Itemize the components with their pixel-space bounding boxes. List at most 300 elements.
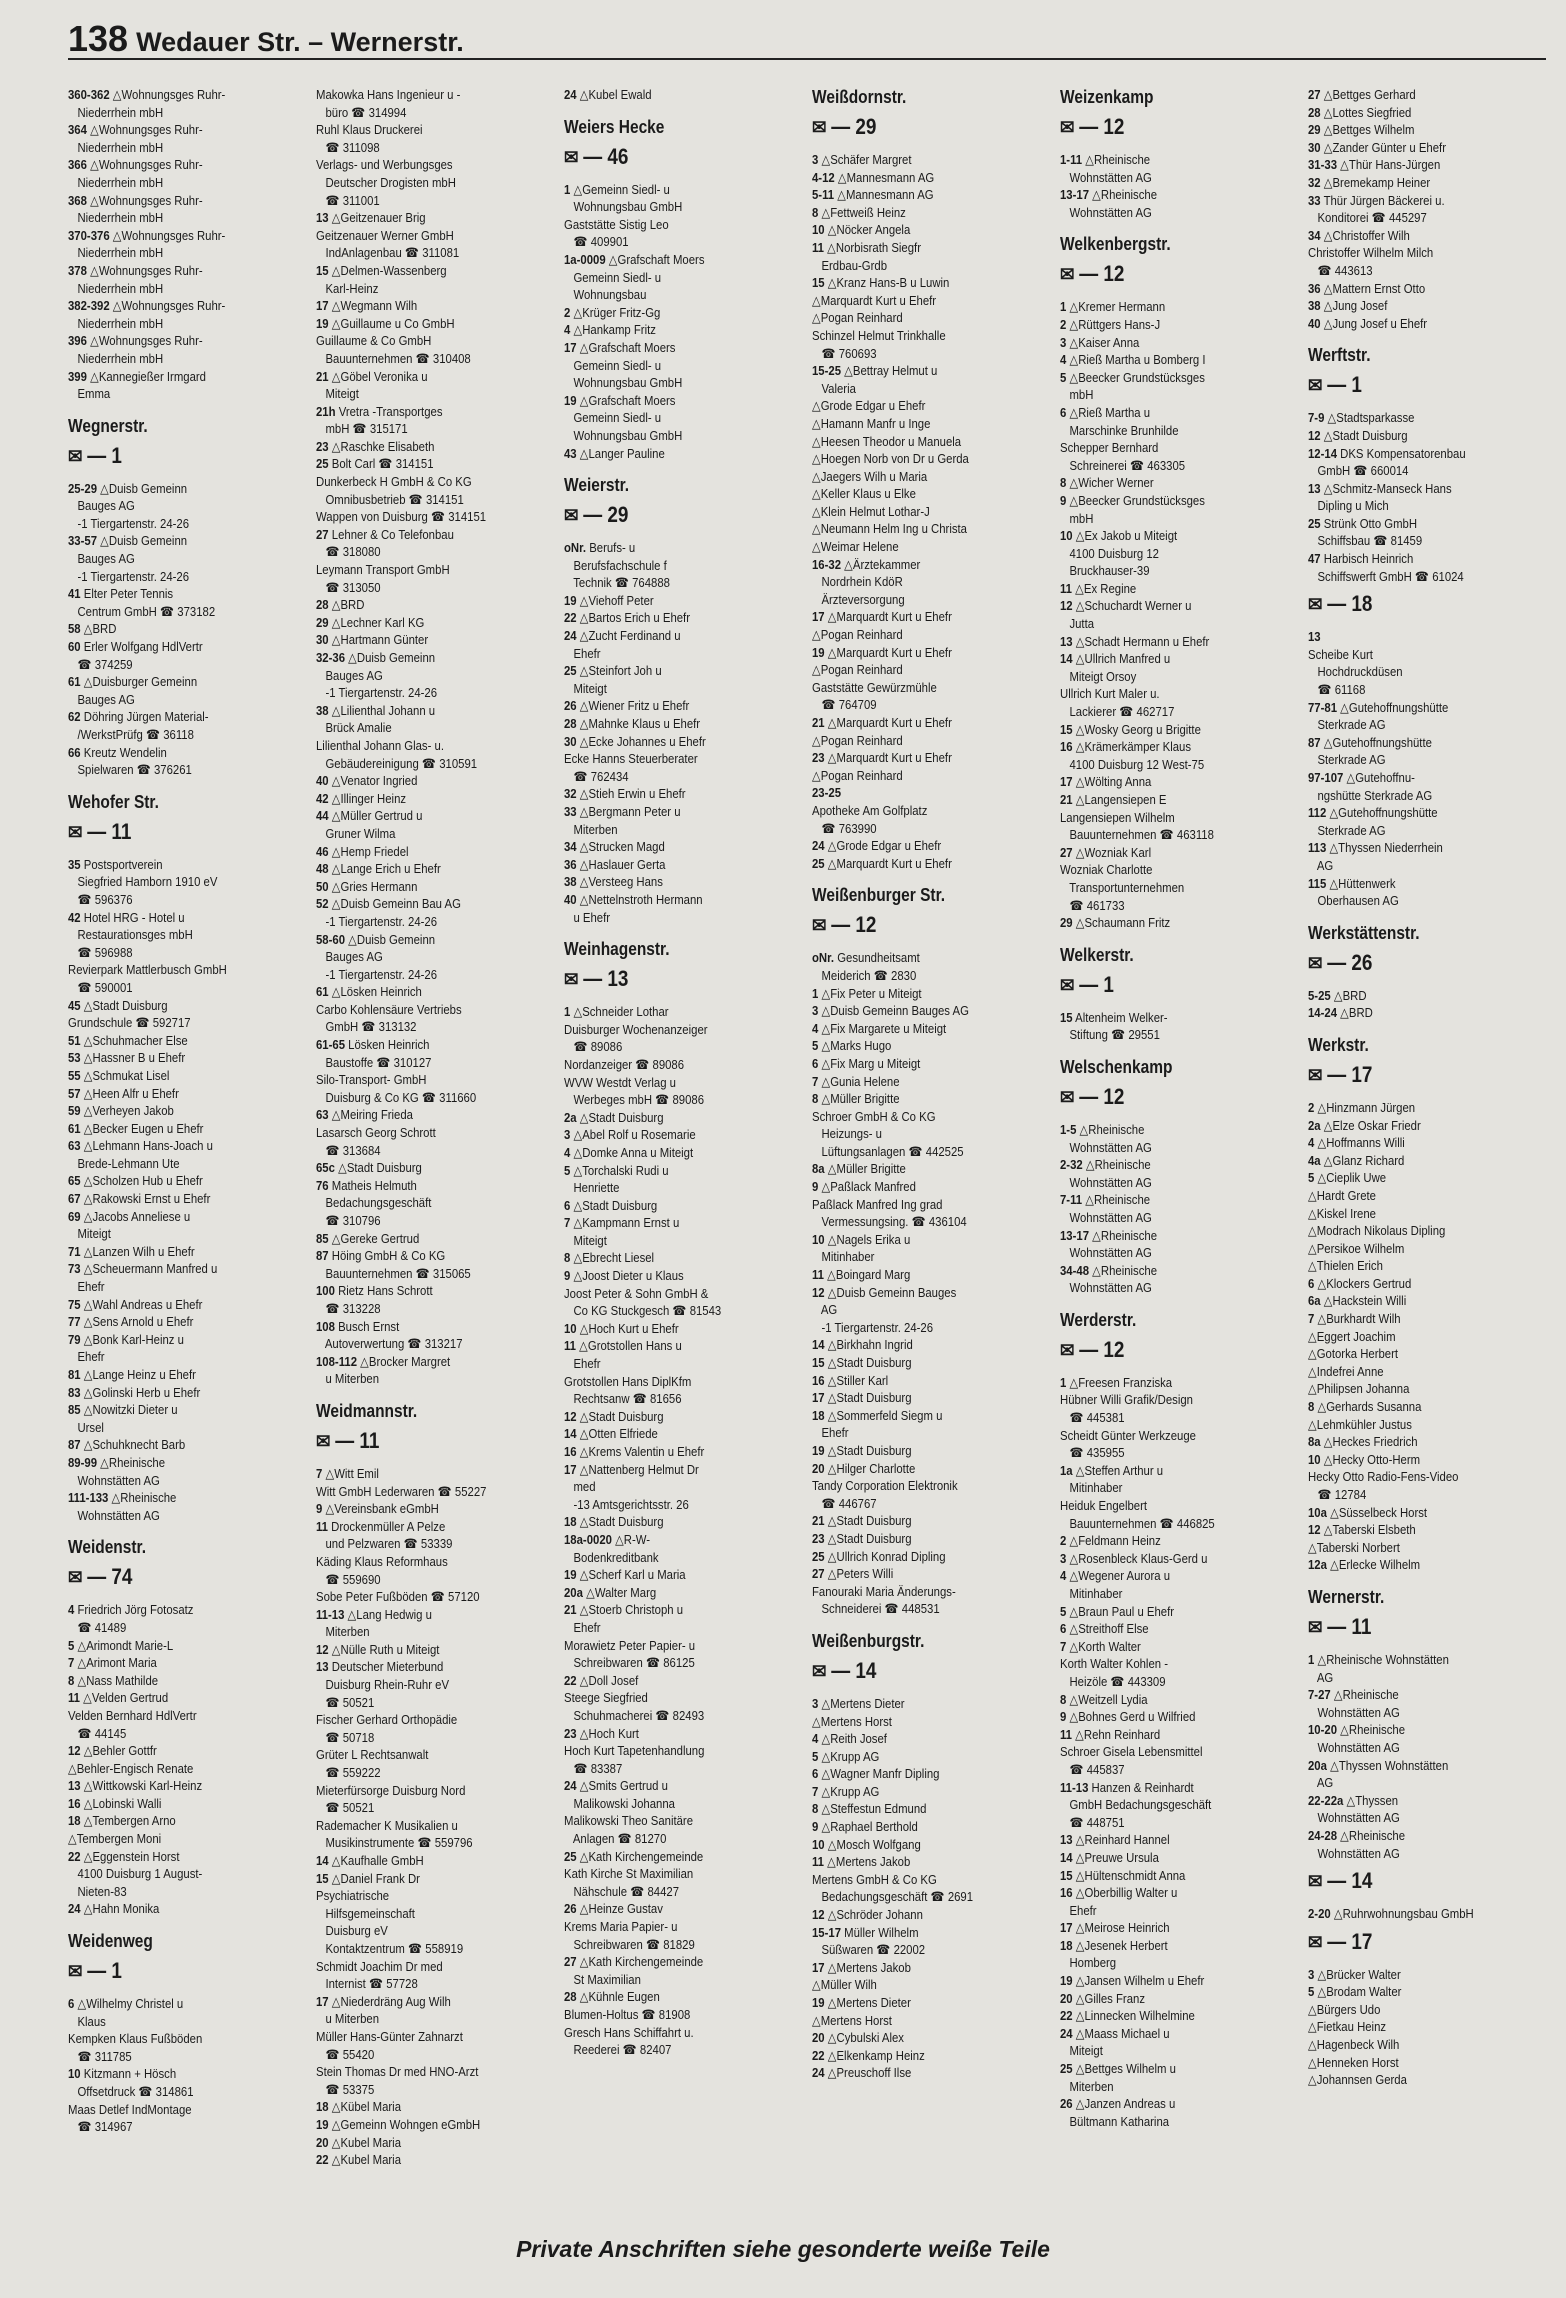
entry-text: △Lobinski Walli (83, 1795, 162, 1811)
entry-text: Makowka Hans Ingenieur u - (316, 87, 461, 102)
entry-text: △Thyssen Wohnstätten (1330, 1757, 1449, 1773)
entry-text: △Jung Josef u Ehefr (1323, 315, 1428, 331)
entry-text: △Abel Rolf u Rosemarie (573, 1127, 696, 1143)
directory-entry (1308, 1669, 1514, 1687)
house-number: 65 (68, 1173, 81, 1189)
house-number: 11 (812, 239, 824, 255)
entry-text: Schneiderei ☎ 448531 (812, 1601, 940, 1617)
entry-text: △Stadt Duisburg (827, 1442, 912, 1458)
house-number: 378 (68, 262, 87, 278)
house-number: 9 (316, 1501, 323, 1517)
house-number: 13 (1060, 633, 1073, 649)
entry-text: △Kaiser Anna (1069, 334, 1140, 350)
entry-text: Gaststätte Gewürzmühle (812, 679, 937, 695)
house-number: 17 (812, 1390, 825, 1406)
entry-text: büro ☎ 314994 (316, 104, 407, 120)
directory-entry (316, 1922, 522, 1940)
entry-text: △Krüger Fritz-Gg (573, 304, 661, 320)
directory-entry (316, 473, 522, 491)
entry-text: Miteigt (564, 680, 607, 696)
directory-entry (1308, 1134, 1514, 1152)
directory-entry (1060, 1156, 1266, 1174)
house-number: 4 (812, 1731, 819, 1747)
directory-entry (1060, 773, 1266, 791)
entry-text: △Beecker Grundstücksges (1069, 492, 1205, 508)
entry-text: Wohnstätten AG (1060, 1245, 1152, 1261)
house-number: 16 (1060, 1885, 1073, 1901)
directory-entry (564, 374, 770, 392)
directory-entry (812, 2047, 1018, 2065)
entry-text: St Maximilian (564, 1971, 641, 1987)
directory-entry (68, 1172, 274, 1190)
entry-text: △Neumann Helm Ing u Christa (812, 521, 967, 537)
house-number: 19 (1060, 1973, 1073, 1989)
entry-text: △Langensiepen E (1075, 792, 1167, 807)
entry-text: △Bettray Helmut u (844, 363, 938, 379)
house-number: 61 (68, 674, 81, 690)
entry-text: △Weimar Helene (812, 539, 899, 555)
entry-text: Langensiepen Wilhelm (1060, 809, 1175, 825)
directory-entry (68, 2101, 274, 2119)
entry-text: Friedrich Jörg Fotosatz (77, 1602, 194, 1618)
entry-text: Brede-Lehmann Ute (68, 1155, 180, 1171)
directory-entry (1060, 633, 1266, 651)
house-number: 4 (812, 1020, 819, 1036)
directory-entry (564, 1953, 770, 1971)
entry-text: Thür Jürgen Bäckerei u. (1323, 192, 1445, 208)
entry-text: ☎ 760693 (812, 345, 877, 361)
directory-entry (564, 1777, 770, 1795)
entry-text: △Illinger Heinz (331, 790, 407, 806)
directory-entry (68, 1672, 274, 1690)
directory-entry (564, 1425, 770, 1443)
directory-entry (812, 1248, 1018, 1266)
entry-text: Heizungs- u (812, 1126, 882, 1142)
house-number: 25 (812, 1548, 825, 1564)
house-number: 22 (68, 1848, 81, 1864)
house-number: 9 (564, 1268, 571, 1284)
house-number: 368 (68, 192, 87, 208)
envelope-icon: ✉ (1308, 1616, 1328, 1639)
entry-text: △Wilhelmy Christel u (77, 1996, 184, 2012)
directory-entry (68, 1830, 274, 1848)
house-number: 5 (1060, 369, 1067, 385)
entry-text: △Becker Eugen u Ehefr (83, 1120, 204, 1136)
entry-text: △Stoerb Christoph u (579, 1602, 684, 1618)
directory-entry (68, 691, 274, 709)
entry-text: Wappen von Duisburg ☎ 314151 (316, 509, 487, 525)
house-number: 1a-0009 (564, 251, 606, 267)
entry-text: Grotstollen Hans DiplKfm (564, 1373, 692, 1389)
house-number: 14 (1060, 1849, 1073, 1865)
house-number: oNr. (564, 540, 587, 556)
entry-text: △Thielen Erich (1308, 1258, 1383, 1274)
postal-code: — 1 (1327, 372, 1362, 398)
entry-text: Duisburg Rhein-Ruhr eV (316, 1677, 450, 1693)
entry-text: △Mertens Horst (812, 1713, 892, 1729)
entry-text: △Hartmann Günter (331, 632, 429, 648)
postal-district (1060, 261, 1266, 288)
entry-text: Kath Kirche St Maximilian (564, 1866, 694, 1882)
directory-entry (316, 755, 522, 773)
entry-text: △Tembergen Moni (68, 1831, 162, 1847)
house-number: 19 (812, 1995, 825, 2010)
entry-text: ☎ 374259 (68, 656, 133, 672)
directory-entry (68, 1102, 274, 1120)
directory-entry (316, 1071, 522, 1089)
entry-text: △R-W- (615, 1531, 651, 1547)
postal-code: — 1 (87, 1958, 122, 1984)
directory-entry (316, 843, 522, 861)
entry-text: Miterben (316, 1624, 370, 1640)
entry-text: Niederrhein mbH (68, 280, 164, 296)
directory-entry (1308, 139, 1514, 157)
entry-text: △Jacobs Anneliese u (83, 1208, 191, 1224)
entry-text: △Kampmann Ernst u (573, 1215, 680, 1231)
entry-text: Miteigt (68, 1226, 111, 1242)
directory-entry (316, 1054, 522, 1072)
entry-text: Niederrhein mbH (68, 210, 164, 226)
entry-text: Klaus (68, 2013, 106, 2029)
street-heading: Welkenbergstr. (1060, 234, 1171, 255)
directory-entry (812, 380, 1018, 398)
directory-entry (812, 749, 1018, 767)
postal-district (1060, 114, 1266, 141)
entry-text: ☎ 318080 (316, 544, 381, 560)
house-number: 7-9 (1308, 410, 1325, 426)
entry-text: Wohnstätten AG (1308, 1739, 1400, 1755)
directory-entry (68, 620, 274, 638)
directory-entry (1060, 527, 1266, 545)
entry-text: △Stadtsparkasse (1327, 410, 1415, 426)
directory-entry (812, 292, 1018, 310)
entry-text: Emma (68, 386, 111, 402)
entry-text: Miteigt (316, 386, 359, 402)
entry-text: Nieten-83 (68, 1883, 127, 1899)
directory-entry (812, 1213, 1018, 1231)
directory-entry (812, 433, 1018, 451)
house-number: 32-36 (316, 650, 346, 665)
directory-entry (564, 1003, 770, 1021)
entry-text: △Thyssen Niederrhein (1329, 840, 1443, 856)
directory-entry (316, 1106, 522, 1124)
directory-entry (564, 251, 770, 269)
entry-text: Gemeinn Siedl- u (564, 410, 662, 426)
street-heading: Weizenkamp (1060, 87, 1154, 107)
entry-text: Wohnstätten AG (1060, 1280, 1152, 1296)
entry-text: Brück Amalie (316, 720, 392, 736)
directory-entry (564, 1900, 770, 1918)
directory-entry (564, 1848, 770, 1866)
postal-code: — 26 (1327, 949, 1373, 975)
house-number: 17 (812, 1959, 825, 1975)
house-number: 26 (1060, 2096, 1073, 2112)
entry-text: △Paßlack Manfred (821, 1179, 916, 1195)
directory-entry (1308, 1774, 1514, 1792)
entry-text: u Ehefr (564, 909, 611, 925)
directory-entry (68, 1489, 274, 1507)
entry-text: Ruhl Klaus Druckerei (316, 122, 423, 138)
directory-entry (812, 1442, 1018, 1460)
house-number: 10 (68, 2066, 81, 2082)
directory-entry (68, 368, 274, 386)
house-number: 5-25 (1308, 987, 1331, 1003)
directory-entry (1060, 151, 1266, 169)
directory-entry (1060, 1515, 1266, 1533)
house-number: 87 (316, 1248, 329, 1264)
house-number: 38 (1308, 298, 1321, 314)
entry-text: △Gries Hermann (331, 878, 418, 894)
directory-entry (812, 345, 1018, 363)
entry-text: △Janzen Andreas u (1075, 2096, 1176, 2112)
envelope-icon: ✉ (1060, 117, 1080, 139)
directory-entry (564, 1038, 770, 1056)
entry-text: Wohnstätten AG (1060, 169, 1152, 185)
house-number: 7-11 (1060, 1192, 1083, 1208)
entry-text: Duisburger Wochenanzeiger (564, 1021, 708, 1037)
entry-text: △Grode Edgar u Ehefr (812, 398, 926, 414)
directory-entry (68, 568, 274, 586)
entry-text: △Korth Walter (1069, 1638, 1141, 1654)
house-number: 382-392 (68, 298, 110, 314)
entry-text: △Kath Kirchengemeinde (579, 1848, 704, 1864)
entry-text: Tandy Corporation Elektronik (812, 1478, 958, 1494)
entry-text: △Hoegen Norb von Dr u Gerda (812, 451, 969, 467)
house-number: 12 (564, 1408, 577, 1424)
house-number: 11 (68, 1690, 80, 1706)
directory-entry (68, 1014, 274, 1032)
street-heading: Wernerstr. (1308, 1586, 1385, 1607)
directory-entry (68, 585, 274, 603)
directory-entry (316, 385, 522, 403)
directory-entry (812, 1143, 1018, 1161)
house-number: 18 (564, 1514, 577, 1530)
entry-text: Bedachungsgeschäft (316, 1195, 432, 1211)
entry-text: Blumen-Holtus ☎ 81908 (564, 2007, 691, 2022)
directory-entry (564, 697, 770, 715)
entry-text: △Niederdräng Aug Wilh (331, 1993, 451, 2009)
directory-entry (316, 1089, 522, 1107)
envelope-icon: ✉ (1308, 1064, 1328, 1087)
entry-text: ☎ 762434 (564, 768, 629, 784)
directory-entry (812, 556, 1018, 574)
directory-entry (1060, 1585, 1266, 1603)
entry-text: △Lange Heinz u Ehefr (83, 1367, 196, 1382)
house-number: 6 (812, 1766, 819, 1782)
house-number: 15 (316, 262, 329, 278)
directory-entry (68, 262, 274, 280)
entry-text: Gemeinn Siedl- u (564, 269, 662, 285)
entry-text: △Schadt Hermann u Ehefr (1075, 633, 1210, 649)
directory-entry (1060, 510, 1266, 528)
entry-text: Höing GmbH & Co KG (331, 1248, 446, 1264)
house-number: 32 (564, 786, 577, 802)
directory-entry (316, 104, 522, 122)
house-number: 97-107 (1308, 770, 1344, 785)
house-number: 83 (68, 1384, 81, 1400)
directory-entry (68, 1812, 274, 1830)
directory-entry (1060, 1427, 1266, 1445)
directory-entry (564, 1971, 770, 1989)
entry-text: △Steinfort Joh u (579, 663, 662, 679)
entry-text: △Grafschaft Moers (608, 251, 705, 267)
entry-text: △Göbel Veronika u (331, 368, 428, 384)
entry-text: △Gotorka Herbert (1308, 1346, 1399, 1362)
directory-entry (564, 1478, 770, 1496)
entry-text: △Pogan Reinhard (812, 310, 903, 326)
directory-entry (1308, 1240, 1514, 1258)
house-number: 6 (1060, 404, 1067, 420)
house-number: 22 (1060, 2008, 1073, 2024)
postal-code: — 13 (583, 966, 629, 992)
entry-text: △Rüttgers Hans-J (1069, 316, 1161, 332)
house-number: 29 (1308, 122, 1321, 138)
directory-entry (564, 539, 770, 557)
entry-text: Ehefr (564, 645, 601, 661)
directory-entry (564, 627, 770, 645)
entry-text: Homberg (1060, 1955, 1117, 1971)
directory-entry (316, 1036, 522, 1054)
entry-text: ☎ 445837 (1060, 1761, 1125, 1777)
house-number: 2 (1060, 316, 1067, 332)
entry-text: △Krupp AG (821, 1748, 880, 1764)
directory-entry (68, 1085, 274, 1103)
house-number: 73 (68, 1261, 81, 1277)
postal-code: — 11 (87, 818, 132, 844)
directory-entry (316, 1658, 522, 1676)
entry-text: △Bohnes Gerd u Wilfried (1069, 1709, 1196, 1725)
house-number: 21 (1060, 792, 1073, 807)
entry-text: Schepper Bernhard (1060, 440, 1159, 456)
directory-entry (1060, 1691, 1266, 1709)
directory-entry (1308, 532, 1514, 550)
directory-entry (68, 2065, 274, 2083)
directory-entry (316, 579, 522, 597)
house-number: 6 (1060, 1621, 1067, 1637)
directory-entry (1308, 681, 1514, 699)
entry-text: △Fix Margarete u Miteigt (821, 1020, 947, 1036)
directory-entry (1060, 2007, 1266, 2025)
directory-entry (316, 1623, 522, 1641)
directory-entry (812, 1284, 1018, 1302)
entry-text: △Modrach Nikolaus Dipling (1308, 1223, 1446, 1239)
directory-entry (316, 2046, 522, 2064)
directory-entry (1308, 86, 1514, 104)
directory-entry (1060, 650, 1266, 668)
entry-text: ☎ 53375 (316, 2081, 375, 2097)
entry-text: Karl-Heinz (316, 280, 379, 296)
directory-entry (1060, 1779, 1266, 1797)
directory-entry (68, 1900, 274, 1918)
entry-text: △Nowitzki Dieter u (83, 1402, 178, 1418)
directory-entry (316, 649, 522, 667)
directory-entry (68, 244, 274, 262)
directory-entry (1308, 734, 1514, 752)
directory-entry (1308, 751, 1514, 769)
entry-text: △Versteeg Hans (579, 874, 663, 890)
entry-text: △Delmen-Wassenberg (331, 262, 447, 278)
entry-text: △Eggert Joachim (1308, 1328, 1396, 1344)
directory-entry (68, 2030, 274, 2048)
directory-entry (564, 1619, 770, 1637)
directory-entry (1308, 646, 1514, 664)
envelope-icon: ✉ (1308, 375, 1328, 398)
entry-text: △Raschke Elisabeth (331, 438, 435, 454)
envelope-icon: ✉ (564, 969, 584, 992)
entry-text: △Reinhard Hannel (1075, 1832, 1170, 1848)
entry-text: ☎ 313050 (316, 579, 381, 595)
entry-text: △Hankamp Fritz (573, 322, 656, 338)
directory-entry (812, 151, 1018, 169)
house-number: 3 (812, 152, 819, 167)
entry-text: △Mosch Wolfgang (827, 1836, 921, 1852)
house-number: 1 (1060, 299, 1067, 315)
entry-text: △Schneider Lothar (573, 1004, 669, 1020)
entry-text: △Brücker Walter (1317, 1966, 1401, 1982)
house-number: 4 (1308, 1135, 1315, 1151)
entry-text: △Bettges Wilhelm (1323, 122, 1415, 138)
house-number: 22-22a (1308, 1792, 1344, 1808)
directory-entry (564, 891, 770, 909)
directory-entry (1060, 316, 1266, 334)
house-number: 5 (812, 1038, 819, 1054)
entry-text: △Stadt Duisburg (83, 997, 168, 1013)
entry-text: Morawietz Peter Papier- u (564, 1637, 696, 1653)
house-number: 19 (812, 644, 825, 660)
directory-entry (68, 1436, 274, 1454)
entry-text: △Pogan Reinhard (812, 627, 903, 643)
entry-text: Bauges AG (316, 949, 383, 965)
directory-entry (564, 909, 770, 927)
entry-text: △Lang Hedwig u (347, 1606, 432, 1622)
entry-text: Lehner & Co Telefonbau (331, 526, 454, 542)
entry-text: Deutscher Mieterbund (331, 1659, 444, 1675)
entry-text: △Eggenstein Horst (83, 1848, 180, 1864)
entry-text: ☎ 461733 (1060, 897, 1125, 913)
house-number: 14 (316, 1853, 329, 1868)
directory-entry (68, 873, 274, 891)
street-heading: Wehofer Str. (68, 791, 159, 812)
house-number: 33 (564, 804, 577, 819)
directory-entry (1060, 1550, 1266, 1568)
directory-entry (1060, 1121, 1266, 1139)
house-number: 15 (1060, 721, 1073, 737)
directory-entry (812, 1748, 1018, 1766)
entry-text: Ursel (68, 1419, 104, 1435)
directory-entry (68, 1601, 274, 1619)
entry-text: △Peters Willi (827, 1566, 894, 1582)
entry-text: △Duisb Gemeinn Bauges (827, 1284, 957, 1300)
directory-entry (1308, 1117, 1514, 1135)
entry-text: Postsportverein (83, 856, 163, 872)
page-number: 138 (68, 18, 129, 59)
house-number: 15-25 (812, 363, 842, 379)
entry-text: △Feldmann Heinz (1069, 1533, 1161, 1549)
directory-entry (812, 1125, 1018, 1143)
entry-text: △Mannesmann AG (837, 187, 934, 203)
directory-entry (812, 415, 1018, 433)
house-number: 63 (316, 1107, 329, 1123)
directory-entry (68, 1507, 274, 1525)
entry-text: △BRD (331, 597, 365, 613)
entry-text: Lilienthal Johann Glas- u. (316, 737, 444, 753)
house-number: 16-32 (812, 556, 842, 572)
postal-code: — 17 (1327, 1061, 1373, 1087)
entry-text: Bauges AG (68, 551, 135, 567)
house-number: 9 (812, 1819, 819, 1835)
directory-entry (812, 309, 1018, 327)
entry-text: Wohnstätten AG (68, 1507, 160, 1523)
